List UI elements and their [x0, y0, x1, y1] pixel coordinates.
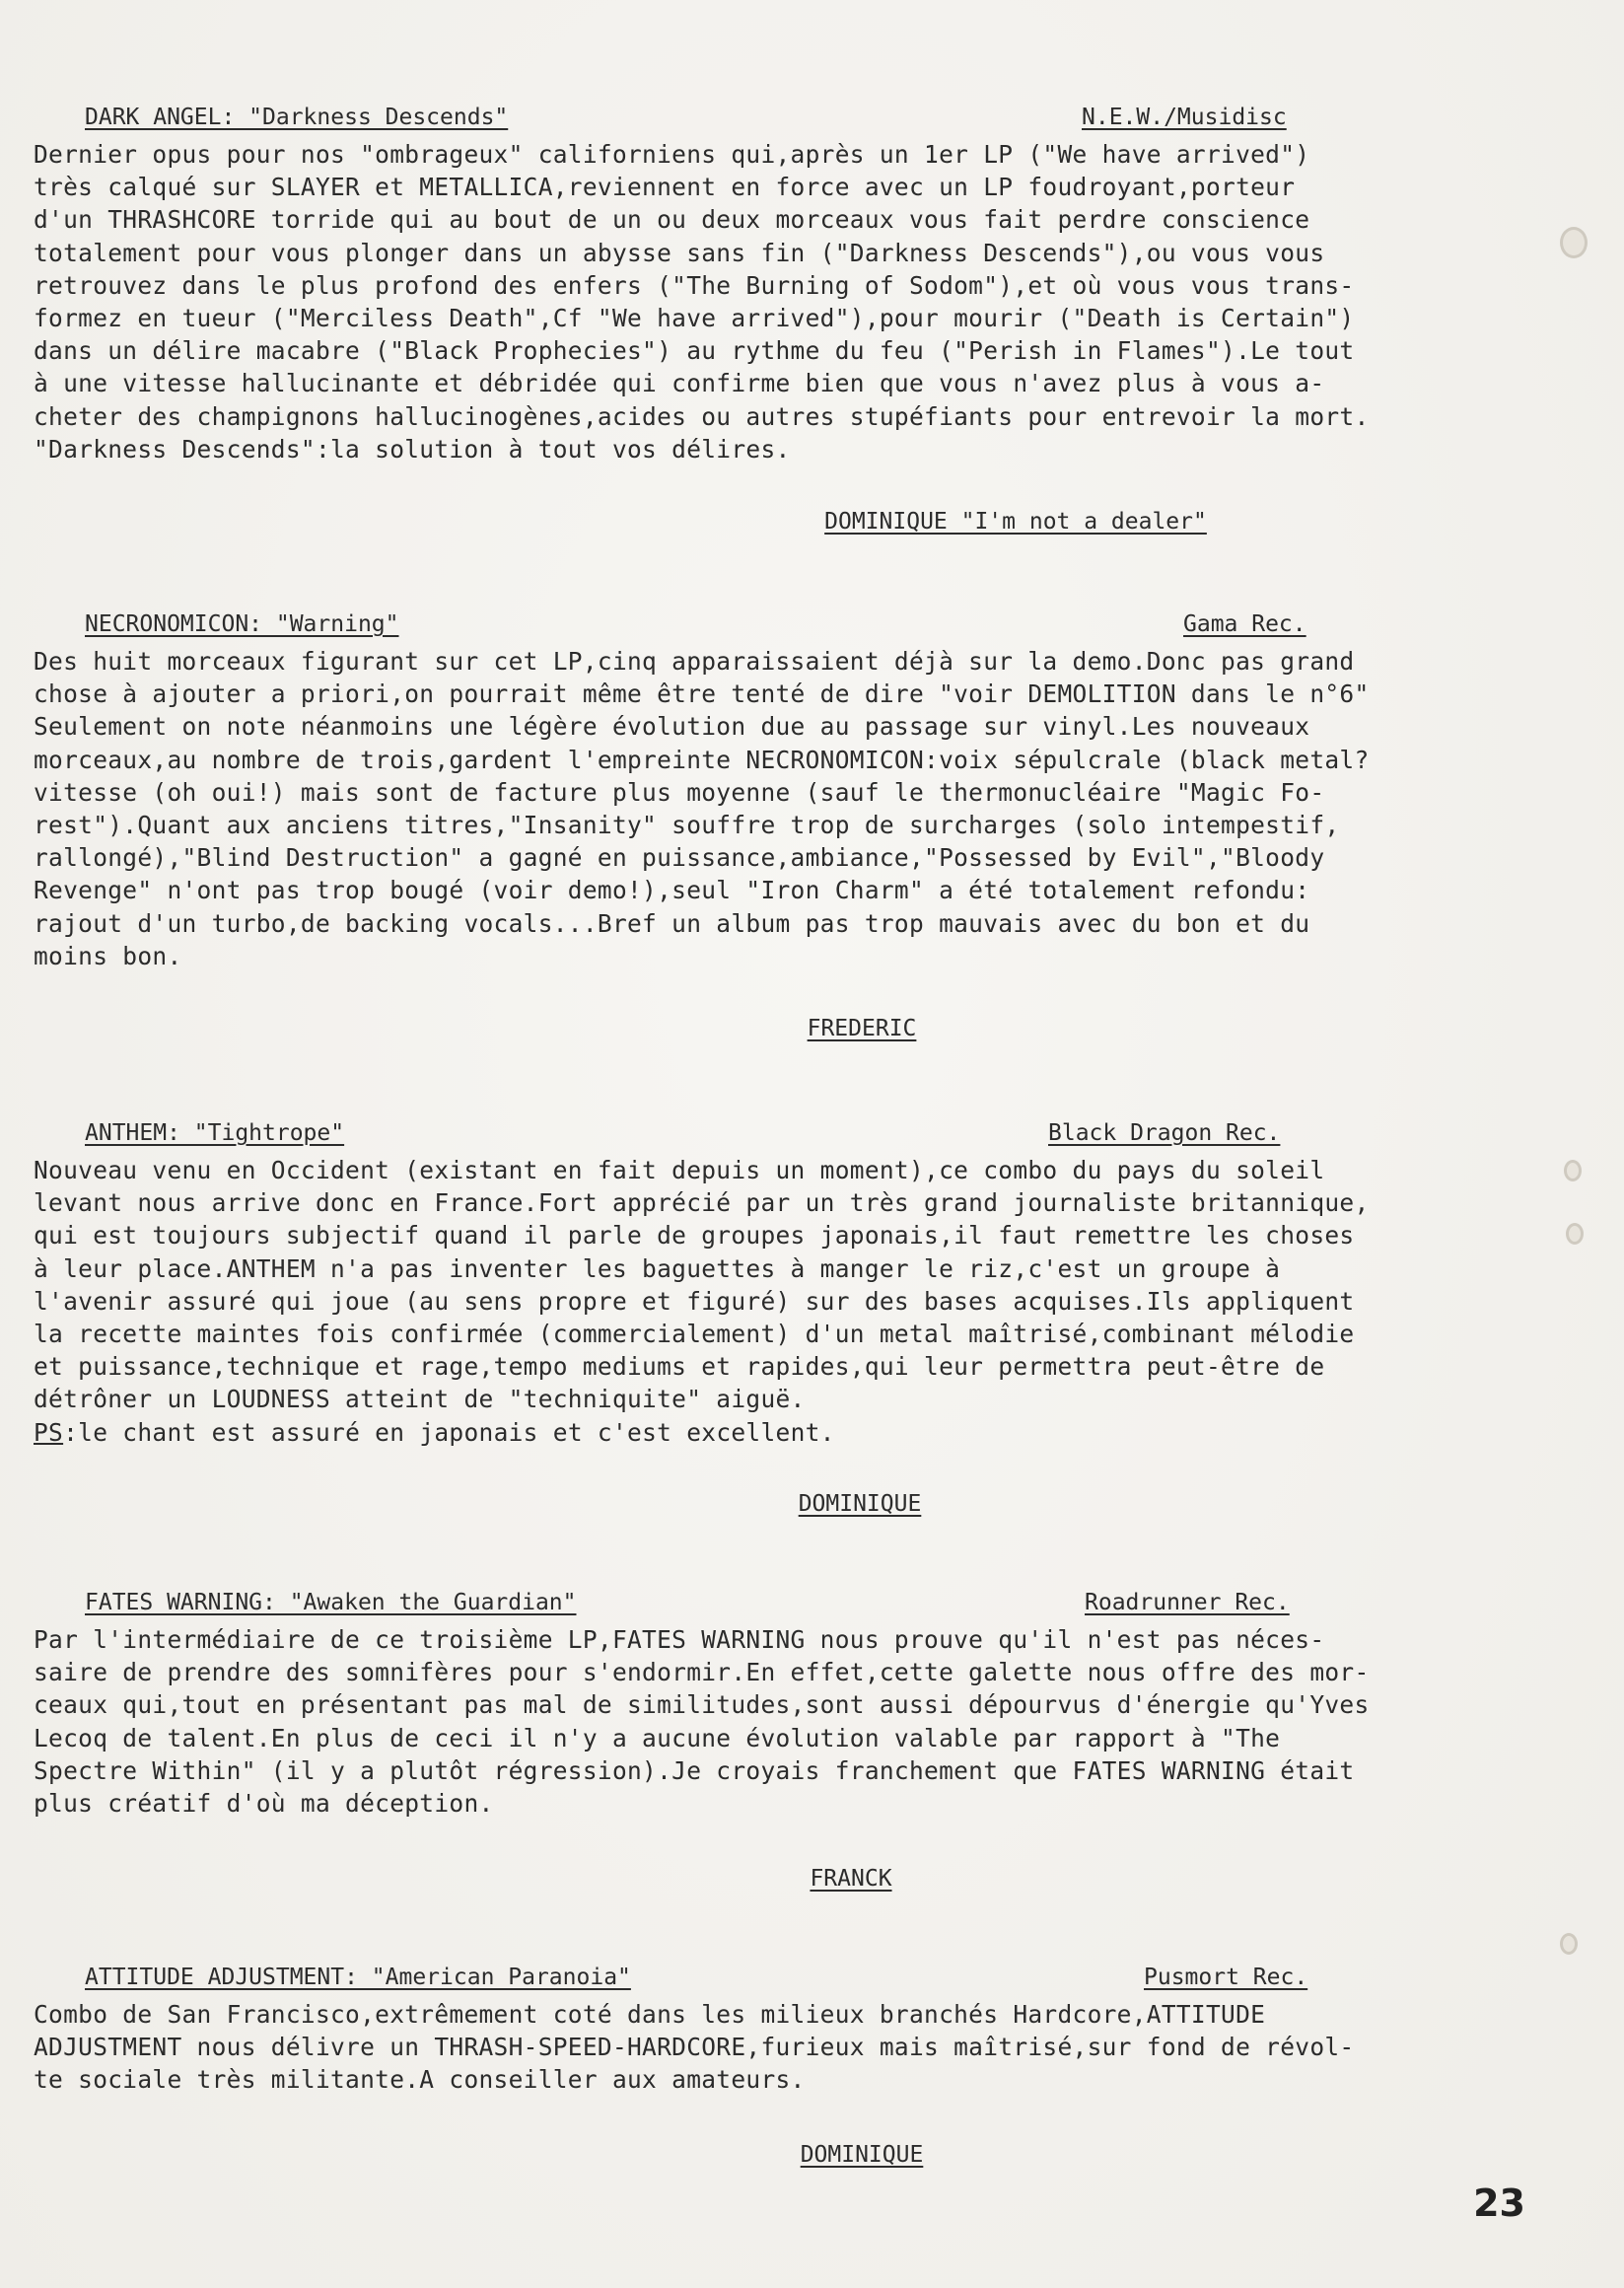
review-text: Des huit morceaux figurant sur cet LP,cinq apparaissaient déjà sur la demo.Donc pas grand chose à ajouter a priori,on pourrait même être tenté de dire "voir DEMOLITION dans le n°6" Seulement on note néanmoins une légère évolution due au passage sur vinyl.Les nouveaux morceaux,au nombre de trois,gardent l'empreinte NECRONOMICON:voix sépulcrale (black metal? vitesse (oh oui!) mais sont de facture plus moyenne (sauf le thermonucléaire "Magic Fo- rest").Quant aux anciens titres,"Insanity" souffre trop de surcharges (solo intempestif, rallongé),"Blind Destruction" a gagné en puissance,ambiance,"Possessed by Evil","Bloody Revenge" n'ont pas trop bougé (voir demo!),seul "Iron Charm" a été totalement refondu: rajout d'un turbo,de backing vocals...Bref un album pas trop mauvais avec du bon et du moins bon.: [34, 647, 1370, 970]
review-signature: DOMINIQUE "I'm not a dealer": [824, 509, 1207, 535]
review-necronomicon: [34, 602, 1582, 972]
review-title: ANTHEM: "Tightrope": [85, 1120, 345, 1146]
record-label: N.E.W./Musidisc: [1082, 105, 1287, 130]
review-text: Par l'intermédiaire de ce troisième LP,FATES WARNING nous prouve qu'il n'est pas néces- saire de prendre des somnifères pour s'endormir.En effet,cette galette nous offre des mor- ceaux qui,tout en présentant pas mal de similitudes,sont aussi dépourvus d'énergie qu'Yves Lecoq de talent.En plus de ceci il n'y a aucune évolution valable par rapport à "The Spectre Within" (il y a plutôt régression).Je croyais franchement que FATES WARNING était plus créatif d'où ma déception.: [34, 1625, 1370, 1819]
review-text: [34, 1154, 1582, 1449]
binder-hole-icon: [1560, 227, 1588, 258]
review-header: [34, 95, 1582, 138]
record-label: Pusmort Rec.: [1144, 1965, 1308, 1990]
review-dark-angel: [34, 95, 1582, 465]
review-signature: FREDERIC: [807, 1016, 917, 1041]
record-label: Roadrunner Rec.: [1085, 1590, 1290, 1615]
review-signature: DOMINIQUE: [800, 2142, 924, 2168]
review-signature: FRANCK: [810, 1866, 892, 1892]
ps-text: :le chant est assuré en japonais et c'est excellent.: [63, 1417, 835, 1447]
review-text: Combo de San Francisco,extrêmement coté dans les milieux branchés Hardcore,ATTITUDE ADJUSTMENT nous délivre un THRASH-SPEED-HARDCORE,furieux mais maîtrisé,sur fond de révol- te sociale très militante.A conseiller aux amateurs.: [34, 2000, 1355, 2095]
review-fates-warning: [34, 1580, 1582, 1820]
review-attitude-adjustment: [34, 1955, 1582, 2097]
record-label: Gama Rec.: [1183, 611, 1306, 637]
review-signature: DOMINIQUE: [798, 1491, 922, 1517]
binder-hole-icon: [1560, 1933, 1578, 1955]
review-anthem: [34, 1110, 1582, 1449]
review-body: Nouveau venu en Occident (existant en fait depuis un moment),ce combo du pays du soleil levant nous arrive donc en France.Fort apprécié par un très grand journaliste britannique, qui est toujours subjectif quand il parle de groupes japonais,il faut remettre les choses à leur place.ANTHEM n'a pas inventer les baguettes à manger le riz,c'est un groupe à l'avenir assuré qui joue (au sens propre et figuré) sur des bases acquises.Ils appliquent la recette maintes fois confirmée (commercialement) d'un metal maîtrisé,combinant mélodie et puissance,technique et rage,tempo mediums et rapides,qui leur permettra peut-être de détrôner un LOUDNESS atteint de "techniquite" aiguë.: [34, 1156, 1370, 1414]
review-text: Dernier opus pour nos "ombrageux" californiens qui,après un 1er LP ("We have arrived") très calqué sur SLAYER et METALLICA,reviennent en force avec un LP foudroyant,porteur d'un THRASHCORE torride qui au bout de un ou deux morceaux vous fait perdre conscience totalement pour vous plonger dans un abysse sans fin ("Darkness Descends"),ou vous vous retrouvez dans le plus profond des enfers ("The Burning of Sodom"),et où vous vous trans- formez en tueur ("Merciless Death",Cf "We have arrived"),pour mourir ("Death is Certain") dans un délire macabre ("Black Prophecies") au rythme du feu ("Perish in Flames").Le tout à une vitesse hallucinante et débridée qui confirme bien que vous n'avez plus à vous a- cheter des champignons hallucinogènes,acides ou autres stupéfiants pour entrevoir la mort. "Darkness Descends":la solution à tout vos délires.: [34, 140, 1370, 464]
review-header: [34, 602, 1582, 645]
binder-hole-icon: [1566, 1223, 1584, 1245]
page-number: 23: [1473, 2181, 1525, 2225]
review-title: DARK ANGEL: "Darkness Descends": [85, 105, 509, 130]
review-title: ATTITUDE ADJUSTMENT: "American Paranoia": [85, 1965, 631, 1990]
binder-hole-icon: [1564, 1160, 1582, 1181]
review-header: [34, 1955, 1582, 1998]
review-title: FATES WARNING: "Awaken the Guardian": [85, 1590, 577, 1615]
review-header: [34, 1580, 1582, 1623]
ps-label: PS: [34, 1417, 64, 1447]
review-title: NECRONOMICON: "Warning": [85, 611, 399, 637]
review-header: [34, 1110, 1582, 1154]
record-label: Black Dragon Rec.: [1048, 1120, 1281, 1146]
